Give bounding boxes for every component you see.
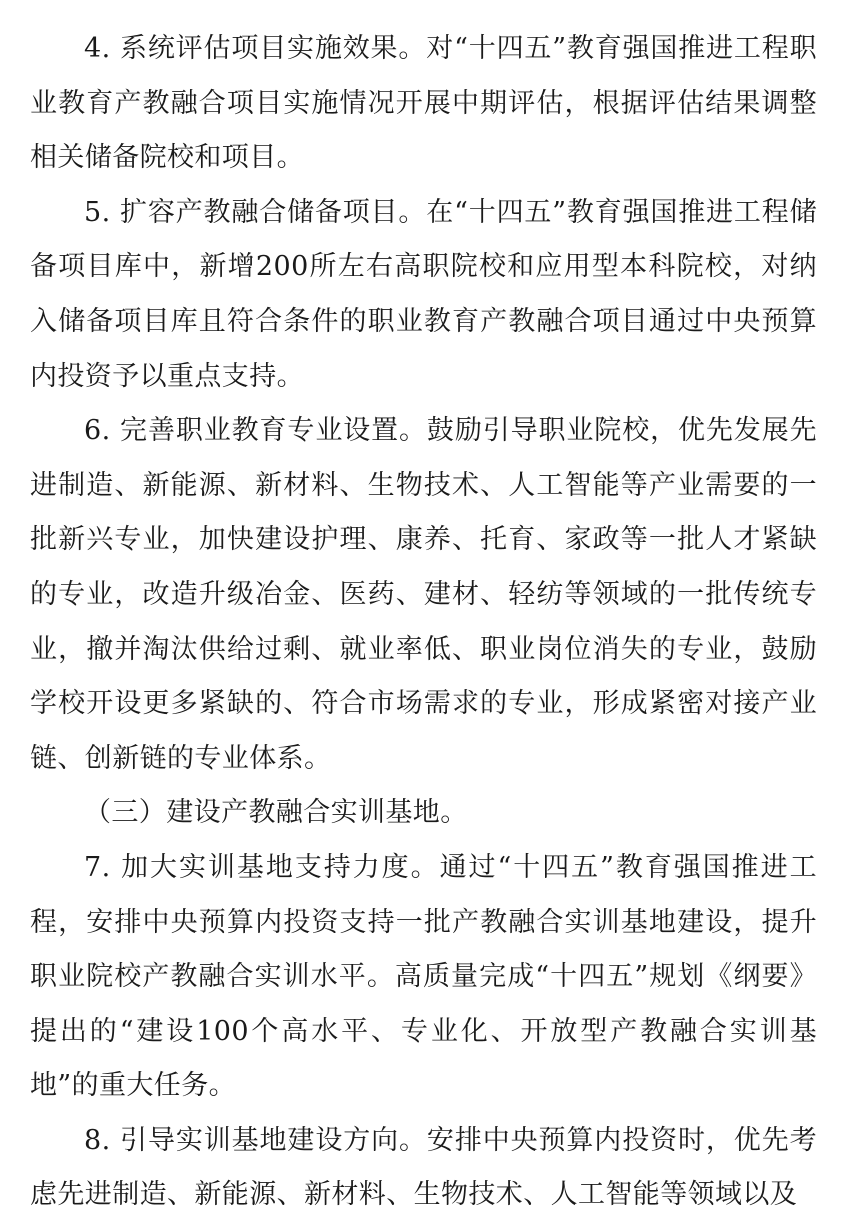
item-body: 在“十四五”教育强国推进工程储备项目库中，新增200所左右高职院校和应用型本科院校，对纳入储备项目库且符合条件的职业教育产教融合项目通过中央预算内投资予以重点支持。 [30,196,818,392]
item-body: 安排中央预算内投资时，优先考虑先进制造、新能源、新材料、生物技术、人工智能等领域以及 [30,1124,817,1211]
item-title: 加大实训基地支持力度。 [121,851,440,883]
item-number: 7. [84,851,111,883]
paragraph-item-6 [30,404,817,786]
paragraph-item-5 [30,186,817,404]
item-number: 4. [84,33,111,64]
item-number: 5. [84,196,111,228]
item-body: 对“十四五”教育强国推进工程职业教育产教融合项目实施情况开展中期评估，根据评估结果调整相关储备院校和项目。 [30,33,818,174]
item-body: 鼓励引导职业院校，优先发展先进制造、新能源、新材料、生物技术、人工智能等产业需要的一批新兴专业，加快建设护理、康养、托育、家政等一批人才紧缺的专业，改造升级冶金、医药、建材、轻纺等领域的一批传统专业，撤并淘汰供给过剩、就业率低、职业岗位消失的专业，鼓励学校开设更多紧缺的、符合市场需求的专业，形成紧密对接产业链、创新链的专业体系。 [30,415,817,774]
item-body: 通过“十四五”教育强国推进工程，安排中央预算内投资支持一批产教融合实训基地建设，提升职业院校产教融合实训水平。高质量完成“十四五”规划《纲要》提出的“建设100个高水平、专业化、开放型产教融合实训基地”的重大任务。 [30,851,817,1102]
item-title: 系统评估项目实施效果。 [120,33,427,64]
item-title: 引导实训基地建设方向。 [120,1124,427,1156]
paragraph-item-4 [30,22,817,186]
item-number: 6. [84,415,111,447]
paragraph-item-8 [30,1114,817,1223]
item-title: 完善职业教育专业设置。 [120,415,427,447]
item-title: 扩容产教融合储备项目。 [120,196,427,228]
paragraph-item-7 [30,841,817,1114]
section-heading: （三）建设产教融合实训基地。 [84,797,468,829]
item-number: 8. [84,1124,111,1156]
